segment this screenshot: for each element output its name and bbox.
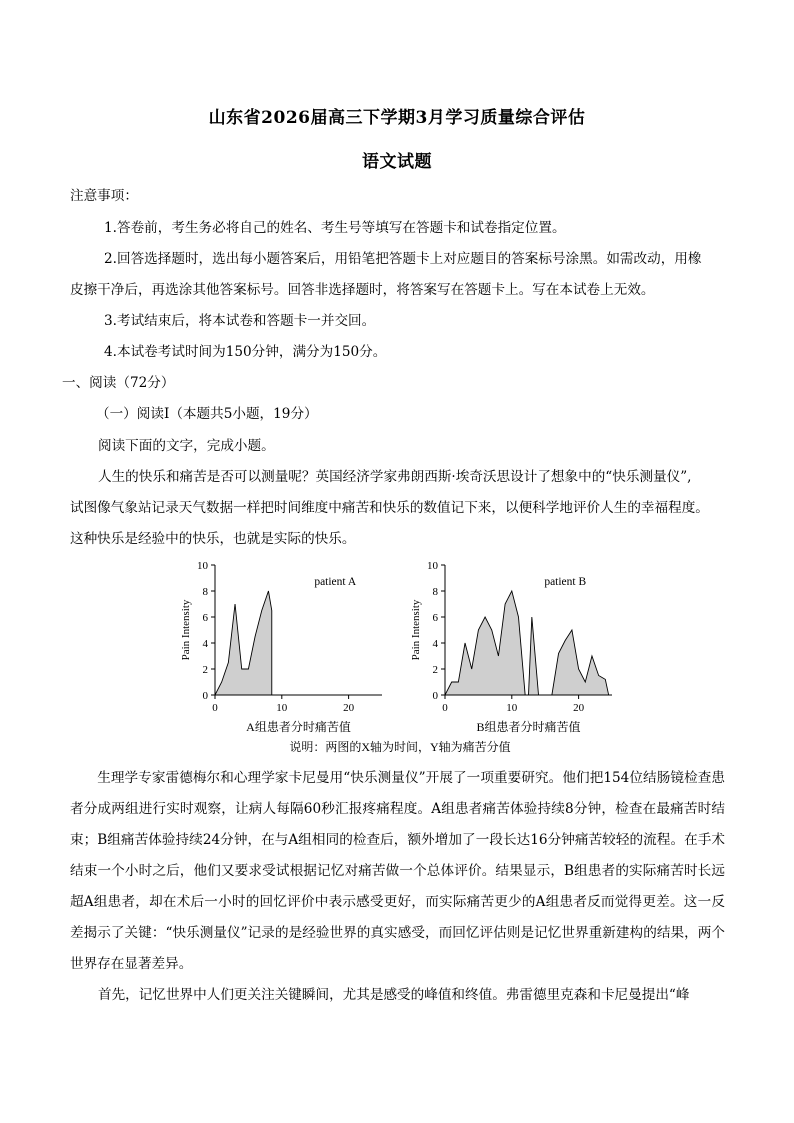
notice-item-2: 2.回答选择题时，选出每小题答案后，用铅笔把答题卡上对应题目的答案标号涂黑。如需改动，用橡 xyxy=(104,251,702,267)
chart-caption: 说明：两图的X轴为时间，Y轴为痛苦分值 xyxy=(289,740,511,754)
passage-line-2: 试图像气象站记录天气数据一样把时间维度中痛苦和快乐的数值记下来，以便科学地评价人生的幸福程度。 xyxy=(70,500,709,516)
pain-area-series xyxy=(445,591,529,695)
y-tick-label: 2 xyxy=(202,664,208,676)
y-tick-label: 10 xyxy=(197,560,208,572)
y-tick-label: 10 xyxy=(427,560,438,572)
x-tick-label: 10 xyxy=(276,702,288,714)
chart-panel-2 xyxy=(410,560,612,734)
passage-paragraph-3: 首先，记忆世界中人们更关注关键瞬间，尤其是感受的峰值和终值。弗雷德里克森和卡尼曼提出“峰 xyxy=(98,987,690,1003)
y-tick-label: 6 xyxy=(202,612,208,624)
notice-heading: 注意事项： xyxy=(70,188,138,204)
y-tick-label: 8 xyxy=(202,586,208,598)
chart-title: patient B xyxy=(544,576,587,588)
x-tick-label: 0 xyxy=(442,702,448,714)
pain-charts xyxy=(160,555,640,755)
x-axis-label: B组患者分时痛苦值 xyxy=(476,720,581,734)
x-tick-label: 10 xyxy=(506,702,518,714)
x-tick-label: 20 xyxy=(573,702,585,714)
passage-line-1: 人生的快乐和痛苦是否可以测量呢？英国经济学家弗朗西斯·埃奇沃思设计了想象中的“快乐测量仪”, xyxy=(98,469,692,485)
notice-item-2-cont: 皮擦干净后，再选涂其他答案标号。回答非选择题时，将答案写在答题卡上。写在本试卷上无效。 xyxy=(70,282,655,298)
passage-line-3: 这种快乐是经验中的快乐，也就是实际的快乐。 xyxy=(70,531,356,547)
subsection-heading: （一）阅读Ⅰ（本题共5小题，19分） xyxy=(96,406,318,422)
x-tick-label: 0 xyxy=(212,702,218,714)
pain-area-series xyxy=(529,617,542,695)
x-axis-label: A组患者分时痛苦值 xyxy=(246,720,351,734)
y-axis-label: Pain Intensity xyxy=(180,599,192,661)
chart-title: patient A xyxy=(314,576,357,588)
pain-area-series xyxy=(552,630,609,695)
y-tick-label: 6 xyxy=(432,612,438,624)
pain-charts-svg xyxy=(160,555,640,755)
exam-subject-title: 语文试题 xyxy=(362,152,432,172)
reading-instruction: 阅读下面的文字，完成小题。 xyxy=(98,438,275,454)
y-tick-label: 0 xyxy=(202,690,208,702)
notice-item-1: 1.答卷前，考生务必将自己的姓名、考生号等填写在答题卡和试卷指定位置。 xyxy=(104,220,566,236)
y-tick-label: 2 xyxy=(432,664,438,676)
x-tick-label: 20 xyxy=(343,702,355,714)
notice-item-4: 4.本试卷考试时间为150分钟，满分为150分。 xyxy=(104,344,387,360)
y-tick-label: 4 xyxy=(432,638,438,650)
y-tick-label: 0 xyxy=(432,690,438,702)
pain-area-series xyxy=(215,591,272,695)
passage-paragraph-2: 生理学专家雷德梅尔和心理学家卡尼曼用“快乐测量仪”开展了一项重要研究。他们把154位结肠镜检查患者分成两组进行实时观察，让病人每隔60秒汇报疼痛程度。A组患者痛苦体验持续8分钟，检查在最痛苦时结束；B组痛苦体验持续24分钟，在与A组相同的检查后，额外增加了一段长达16分钟痛苦较轻的流程。在手术结束一个小时之后，他们又要求受试根据记忆对痛苦做一个总体评价。结果显示，B组患者的实际痛苦时长远超A组患者，却在术后一小时的回忆评价中表示感受更好，而实际痛苦更少的A组患者反而觉得更差。这一反差揭示了关键：“快乐测量仪”记录的是经验世界的真实感受，而回忆评估则是记忆世界重新建构的结果，两个世界存在显著差异。 xyxy=(70,770,725,972)
notice-item-3: 3.考试结束后，将本试卷和答题卡一并交回。 xyxy=(104,313,376,329)
section-heading: 一、阅读（72分） xyxy=(62,375,175,391)
chart-panel-1 xyxy=(180,560,382,734)
y-tick-label: 4 xyxy=(202,638,208,650)
exam-title: 山东省2026届高三下学期3月学习质量综合评估 xyxy=(208,108,586,128)
y-axis-label: Pain Intensity xyxy=(410,599,422,661)
y-tick-label: 8 xyxy=(432,586,438,598)
